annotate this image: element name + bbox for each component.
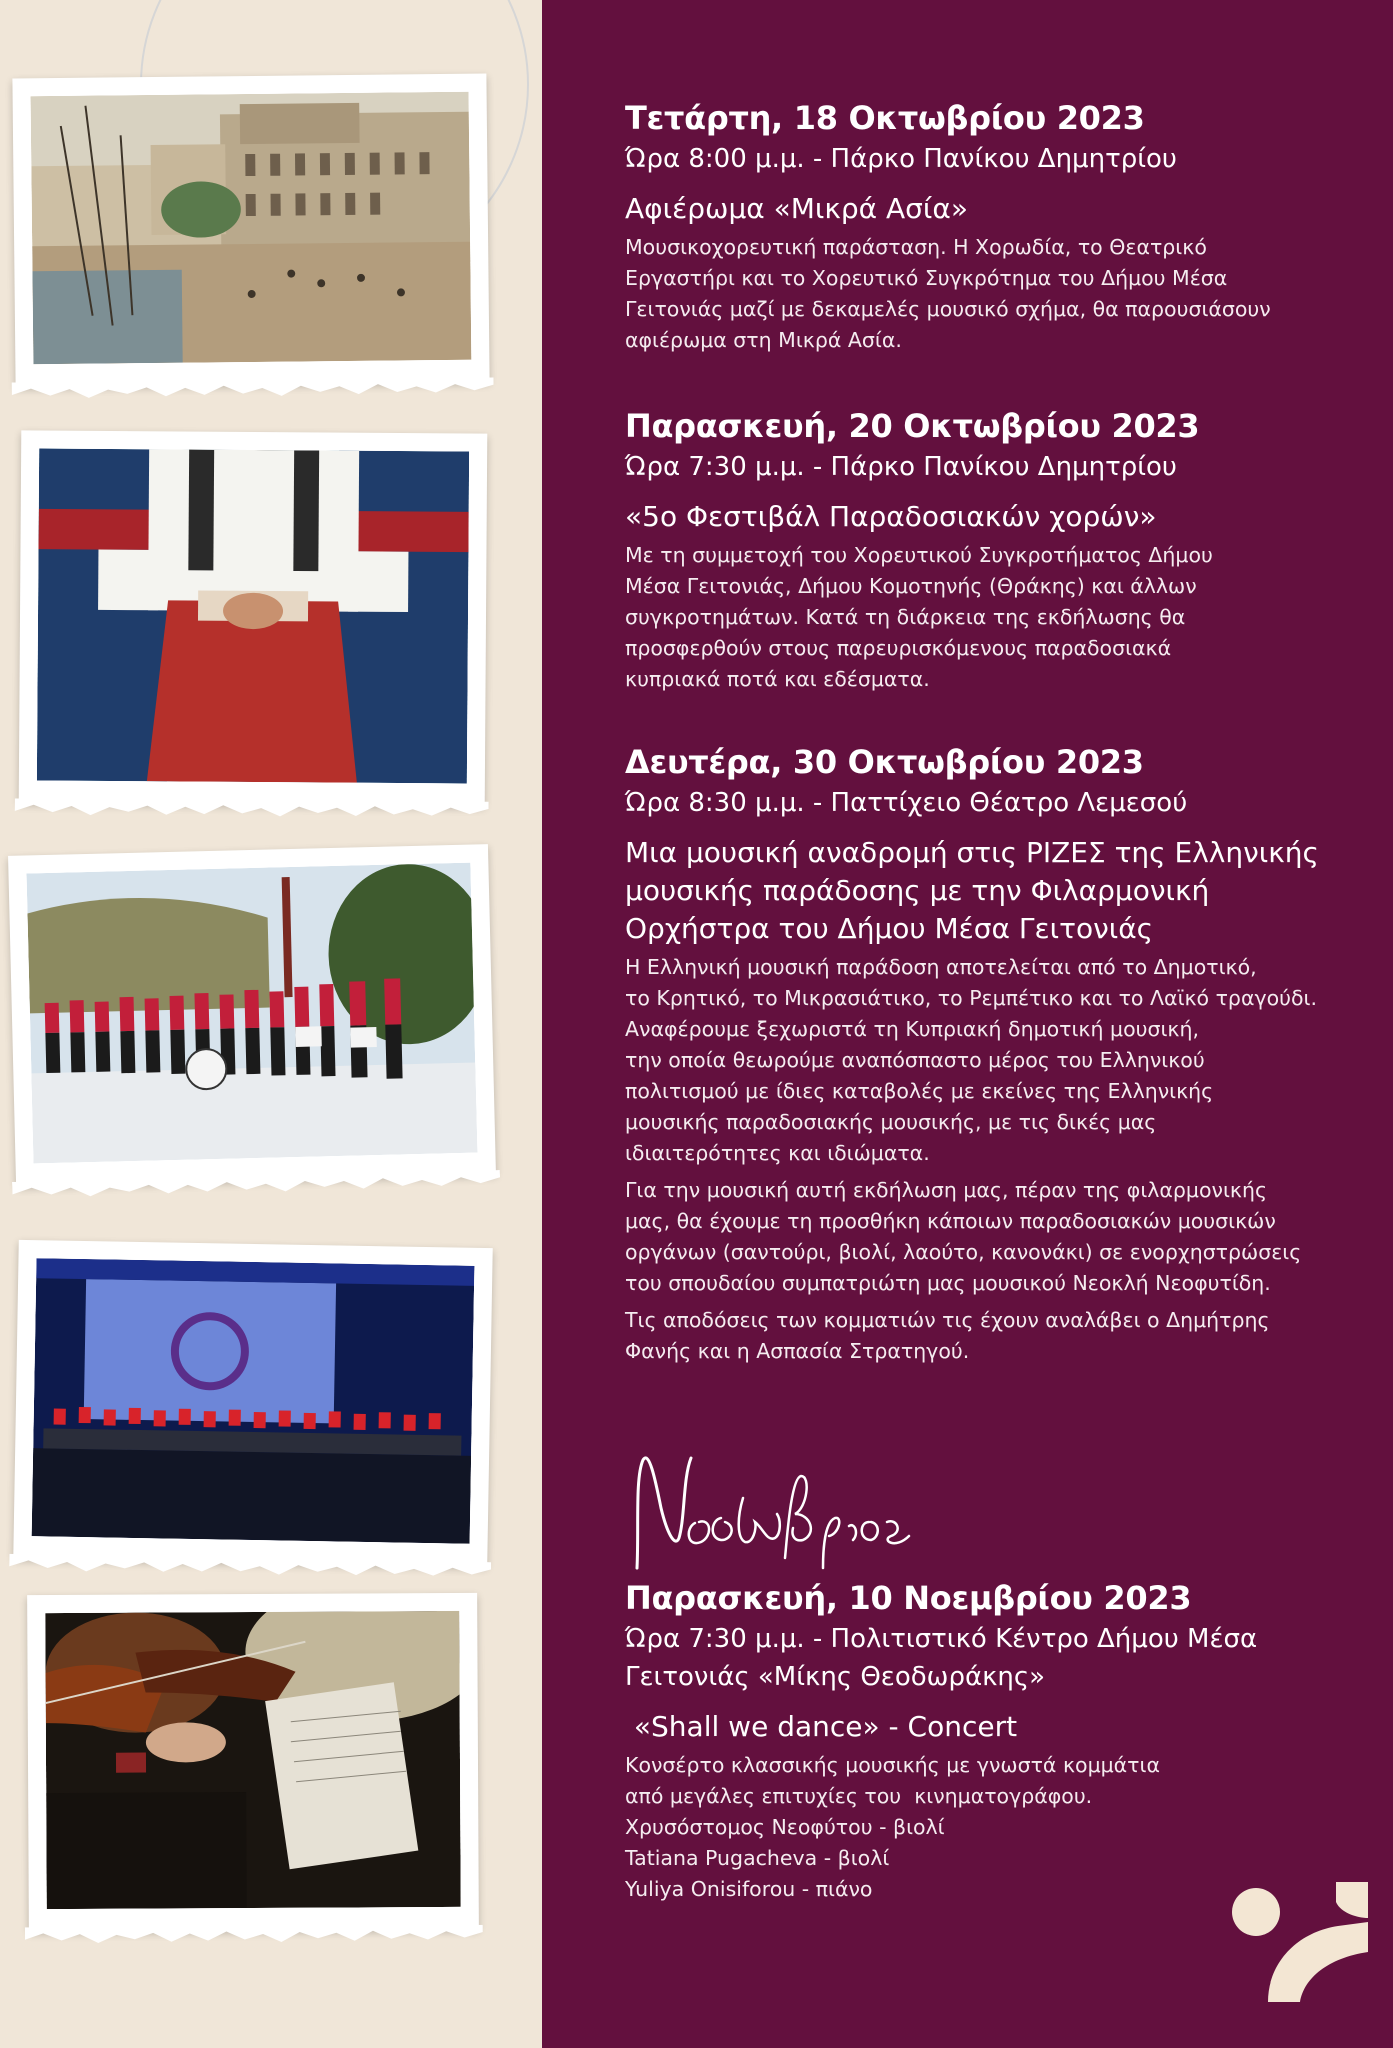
event-2 bbox=[625, 406, 1385, 695]
description-line: Με τη συμμετοχή του Χορευτικού Συγκροτήματος Δήμου bbox=[625, 543, 1213, 567]
event-description bbox=[625, 540, 1385, 695]
harbor-photo bbox=[12, 74, 489, 387]
description-line: Εργαστήρι και το Χορευτικό Συγκρότημα του Δήμου Μέσα bbox=[625, 266, 1228, 290]
event-time: Ώρα 8:00 μ.μ. - Πάρκο Πανίκου Δημητρίου bbox=[625, 144, 1177, 174]
event-time: Ώρα 8:30 μ.μ. - Παττίχειο Θέατρο Λεμεσού bbox=[625, 788, 1188, 818]
time-line: Ώρα 7:30 μ.μ. - Πολιτιστικό Κέντρο Δήμου Μέσα bbox=[625, 1624, 1258, 1654]
description-line: αφιέρωμα στη Μικρά Ασία. bbox=[625, 328, 902, 352]
description-line: κυπριακά ποτά και εδέσματα. bbox=[625, 667, 930, 691]
programme-panel bbox=[542, 0, 1393, 2048]
description-line: Φανής και η Ασπασία Στρατηγού. bbox=[625, 1339, 970, 1363]
month-heading bbox=[625, 1438, 925, 1578]
description-line: την οποία θεωρούμε αναπόσπαστο μέρος του Ελληνικού bbox=[625, 1048, 1205, 1072]
event-title: «5ο Φεστιβάλ Παραδοσιακών χορών» bbox=[625, 500, 1157, 533]
event-title: «Shall we dance» - Concert bbox=[625, 1710, 1018, 1743]
title-line: Μια μουσική αναδρομή στις ΡΙΖΕΣ της Ελληνικής bbox=[625, 836, 1319, 869]
title-line: Ορχήστρα του Δήμου Μέσα Γειτονιάς bbox=[625, 912, 1154, 945]
event-title bbox=[625, 834, 1385, 948]
photo-column bbox=[0, 0, 542, 2048]
description-line: Η Ελληνική μουσική παράδοση αποτελείται από το Δημοτικό, bbox=[625, 955, 1257, 979]
description-line: Μέσα Γειτονιάς, Δήμου Κομοτηνής (Θράκης) και άλλων bbox=[625, 574, 1197, 598]
marching-band-photo bbox=[8, 844, 496, 1186]
description-line: ιδιαιτερότητες και ιδιώματα. bbox=[625, 1141, 930, 1165]
description-line: οργάνων (σαντούρι, βιολί, λαούτο, κανονάκι) σε ενορχηστρώσεις bbox=[625, 1240, 1302, 1264]
description-line: Αναφέρουμε ξεχωριστά τη Κυπριακή δημοτική μουσική, bbox=[625, 1017, 1199, 1041]
event-3 bbox=[625, 742, 1385, 1373]
description-line: του σπουδαίου συμπατριώτη μας μουσικού Νεοκλή Νεοφυτίδη. bbox=[625, 1271, 1271, 1295]
description-paragraph bbox=[625, 1305, 1385, 1367]
event-time bbox=[625, 1620, 1385, 1696]
event-4 bbox=[625, 1578, 1385, 1905]
violinists-photo bbox=[27, 1593, 479, 1931]
event-date: Παρασκευή, 20 Οκτωβρίου 2023 bbox=[625, 407, 1200, 445]
description-line: μουσικής παραδοσιακής μουσικής, με τις δικές μας bbox=[625, 1110, 1157, 1134]
description-line: μας, θα έχουμε τη προσθήκη κάποιων παραδοσιακών μουσικών bbox=[625, 1209, 1276, 1233]
description-line: Μουσικοχορευτική παράσταση. Η Χορωδία, το Θεατρικό bbox=[625, 235, 1207, 259]
event-date: Παρασκευή, 10 Νοεμβρίου 2023 bbox=[625, 1579, 1192, 1617]
municipality-logo-icon bbox=[1228, 1882, 1368, 2002]
description-paragraph bbox=[625, 1175, 1385, 1299]
event-date: Δευτέρα, 30 Οκτωβρίου 2023 bbox=[625, 743, 1144, 781]
performer-line: Tatiana Pugacheva - βιολί bbox=[625, 1846, 890, 1870]
event-1 bbox=[625, 98, 1385, 356]
description-line: Κονσέρτο κλασσικής μουσικής με γνωστά κομμάτια bbox=[625, 1753, 1160, 1777]
description-line: από μεγάλες επιτυχίες του κινηματογράφου. bbox=[625, 1784, 1093, 1808]
event-time: Ώρα 7:30 μ.μ. - Πάρκο Πανίκου Δημητρίου bbox=[625, 452, 1177, 482]
performer-line: Yuliya Onisiforou - πιάνο bbox=[625, 1877, 873, 1901]
time-line: Γειτονιάς «Μίκης Θεοδωράκης» bbox=[625, 1662, 1046, 1692]
stage-orchestra-photo bbox=[13, 1240, 492, 1566]
description-line: το Κρητικό, το Μικρασιάτικο, το Ρεμπέτικο και το Λαϊκό τραγούδι. bbox=[625, 986, 1317, 1010]
event-description bbox=[625, 952, 1385, 1367]
description-line: συγκροτημάτων. Κατά τη διάρκεια της εκδήλωσης θα bbox=[625, 605, 1186, 629]
title-line: μουσικής παράδοσης με την Φιλαρμονική bbox=[625, 874, 1210, 907]
description-paragraph bbox=[625, 952, 1385, 1169]
description-line: Γειτονιάς μαζί με δεκαμελές μουσικό σχήμα, θα παρουσιάσουν bbox=[625, 297, 1271, 321]
description-line: προσφερθούν στους παρευρισκόμενους παραδοσιακά bbox=[625, 636, 1172, 660]
event-date: Τετάρτη, 18 Οκτωβρίου 2023 bbox=[625, 99, 1145, 137]
event-title: Αφιέρωμα «Μικρά Ασία» bbox=[625, 192, 968, 225]
description-line: πολιτισμού με ίδιες καταβολές με εκείνες της Ελληνικής bbox=[625, 1079, 1214, 1103]
month-script-mark bbox=[625, 1438, 925, 1578]
performer-line: Χρυσόστομος Νεοφύτου - βιολί bbox=[625, 1815, 945, 1839]
description-line: Τις αποδόσεις των κομματιών τις έχουν αναλάβει ο Δημήτρης bbox=[625, 1308, 1270, 1332]
event-description bbox=[625, 232, 1385, 356]
description-line: Για την μουσική αυτή εκδήλωση μας, πέραν της φιλαρμονικής bbox=[625, 1178, 1267, 1202]
folk-dancers-photo bbox=[19, 430, 488, 805]
